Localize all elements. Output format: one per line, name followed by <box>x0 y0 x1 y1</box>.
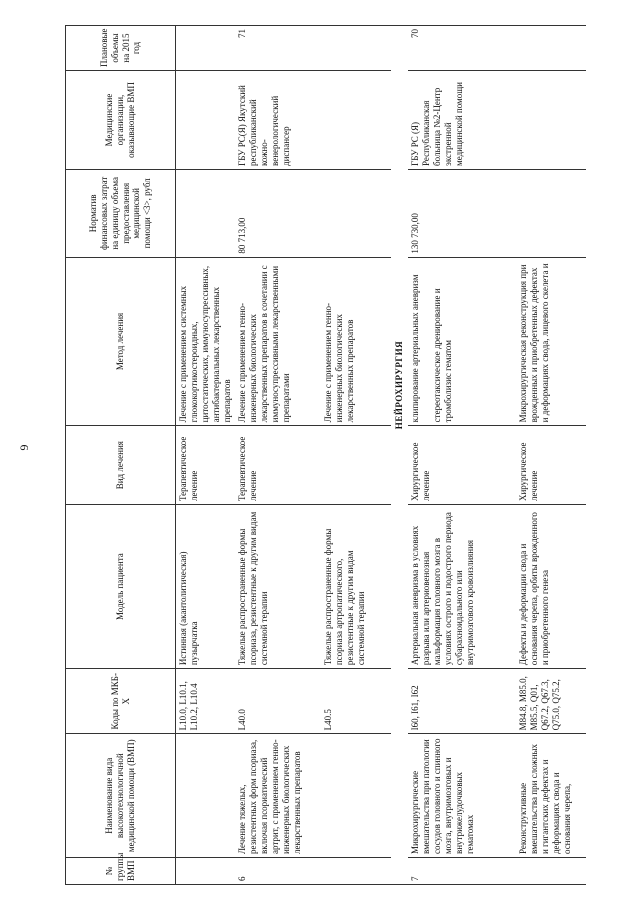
vmp-table <box>65 25 586 885</box>
cell-name: Микрохирургические вмешательства при патологии сосудов головного и спинного мозга, внутримозговых и внутрижелудочковых гематомах <box>408 734 516 858</box>
cell-org: ГБУ РС (Я) Республиканская больница №2-Центр экстренной медицинской помощи <box>408 71 516 170</box>
cell-group: 6 <box>235 858 321 885</box>
cell-model: Артериальная аневризма в условиях разрыва или артериовенозная мальформация головного мозга в условиях острого и подострого периода субарахноидального или внутримозгового кровоизлияния <box>408 505 516 669</box>
cell-codes: L40.0 <box>235 669 321 734</box>
cell-method: Лечение с применением генно-инженерных биологических лекарственных препаратов в сочетании с иммуносупрессивными лекарственными препаратами <box>235 257 321 426</box>
cell-type: Хирургическое лечение <box>516 426 586 505</box>
cell-name <box>321 734 391 858</box>
cell-org <box>516 71 586 170</box>
cell-name: Реконструктивные вмешательства при сложных и гигантских дефектах и деформациях свода и основания черепа, <box>516 734 586 858</box>
cell-type <box>321 426 391 505</box>
table-body <box>176 26 586 885</box>
cell-plan <box>321 26 391 71</box>
section-row <box>391 26 408 885</box>
cell-model: Тяжелые распространенные формы псориаза артропатического, резистентные к другим видам системной терапии <box>321 505 391 669</box>
cell-group <box>516 858 586 885</box>
header-model: Модель пациента <box>66 505 176 669</box>
cell-group: 7 <box>408 858 516 885</box>
header-name: Наименование вида высокотехнологичной медицинской помощи (ВМП) <box>66 734 176 858</box>
table-row <box>408 26 516 885</box>
cell-type: Терапевтическое лечение <box>176 426 235 505</box>
cell-name <box>176 734 235 858</box>
cell-type: Хирургическое лечение <box>408 426 516 505</box>
cell-norm: 130 730,00 <box>408 169 516 257</box>
cell-model: Истинная (акантолитическая) пузырчатка <box>176 505 235 669</box>
header-group: № группы ВМП <box>66 858 176 885</box>
cell-norm <box>516 169 586 257</box>
header-codes: Коды по МКБ-X <box>66 669 176 734</box>
cell-model: Дефекты и деформации свода и основания черепа, орбиты врожденного и приобретенного генеза <box>516 505 586 669</box>
header-plan: Плановые объемы на 2015 год <box>66 26 176 71</box>
table-row <box>321 26 391 885</box>
table-row <box>176 26 235 885</box>
cell-model: Тяжелые распространенные формы псориаза, резистентные к другим видам системной терапии <box>235 505 321 669</box>
cell-group <box>321 858 391 885</box>
cell-org: ГБУ РС(Я) Якутский республиканский кожно-венерологический диспансер <box>235 71 321 170</box>
cell-norm: 80 713,00 <box>235 169 321 257</box>
header-norm: Норматив финансовых затрат на единицу объема предоставления медицинской помощи <3>, рубл <box>66 169 176 257</box>
cell-method: Лечение с применением системных глюкокортикостероидных, цитостатических, иммуносупрессивных, антибактериальных лекарственных препаратов <box>176 257 235 426</box>
cell-method: Лечение с применением генно-инженерных биологических лекарственных препаратов <box>321 257 391 426</box>
header-type: Вид лечения <box>66 426 176 505</box>
cell-norm <box>321 169 391 257</box>
cell-method: клипирование артериальных аневризм стереотаксическое дренирование и тромболизис гематом <box>408 257 516 426</box>
cell-codes: L10.0, L10.1, L10.2, L10.4 <box>176 669 235 734</box>
cell-norm <box>176 169 235 257</box>
header-row <box>66 26 176 885</box>
page-number: 6 <box>17 444 32 451</box>
cell-plan <box>516 26 586 71</box>
cell-codes: I60, I61, I62 <box>408 669 516 734</box>
cell-plan: 71 <box>235 26 321 71</box>
cell-org <box>321 71 391 170</box>
cell-group <box>176 858 235 885</box>
cell-plan <box>176 26 235 71</box>
section-title: НЕЙРОХИРУРГИЯ <box>391 26 408 885</box>
cell-name: Лечение тяжелых, резистентных форм псориаза, включая псориатический артрит, с применением генно-инженерных биологических лекарственных препаратов <box>235 734 321 858</box>
table-row <box>516 26 586 885</box>
table-row <box>235 26 321 885</box>
cell-codes: M84.8, M85.0, M85.5, Q01, Q67.2, Q67.3, Q75.0, Q75.2, <box>516 669 586 734</box>
cell-type: Терапевтическое лечение <box>235 426 321 505</box>
cell-codes: L40.5 <box>321 669 391 734</box>
header-method: Метод лечения <box>66 257 176 426</box>
header-org: Медицинские организации, оказывающие ВМП <box>66 71 176 170</box>
rotated-page <box>65 25 625 885</box>
cell-method: Микрохирургическая реконструкция при врожденных и приобретенных дефектах и деформациях свода, лицевого скелета и <box>516 257 586 426</box>
cell-plan: 70 <box>408 26 516 71</box>
cell-org <box>176 71 235 170</box>
